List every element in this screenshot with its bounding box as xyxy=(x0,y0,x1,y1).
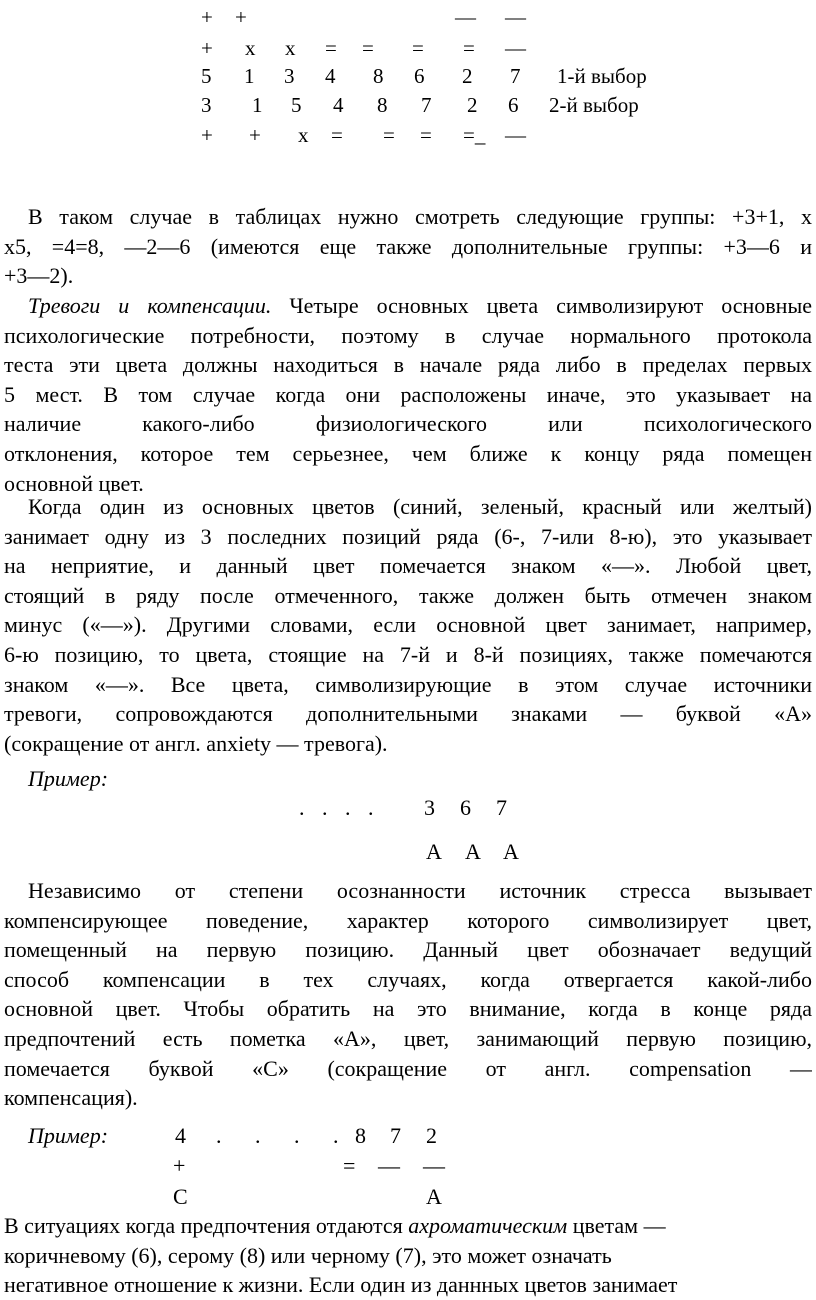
example-mark: + xyxy=(173,1153,186,1178)
table-cell: 4 xyxy=(333,93,344,117)
table-cell: = xyxy=(325,36,337,60)
row-label: 1-й выбор xyxy=(557,64,647,88)
example-label: Пример: xyxy=(28,1123,109,1148)
table-cell: — xyxy=(505,36,526,60)
text-line: В таком случае в таблицах нужно смотреть следующие группы: +3+1, х xyxy=(28,204,812,229)
example-letter: А xyxy=(426,1184,442,1209)
text-line: помечается буквой «С» (сокращение от англ. compensation — xyxy=(4,1055,812,1081)
table-cell: = xyxy=(331,123,343,147)
text-line: (сокращение от англ. anxiety — тревога). xyxy=(4,730,388,756)
paragraph-compensation xyxy=(4,876,812,1113)
table-cell: 6 xyxy=(508,93,519,117)
row-label: 2-й выбор xyxy=(549,93,639,117)
example-number: 2 xyxy=(426,1123,437,1148)
table-cell: x xyxy=(245,36,256,60)
text-line: наличие какого-либо физиологического или психологического xyxy=(4,411,812,437)
table-cell: 5 xyxy=(291,93,302,117)
example-letter: А xyxy=(465,839,481,864)
text-line: Когда один из основных цветов (синий, зеленый, красный или желтый) xyxy=(28,494,812,519)
text-line: минус («—»). Другими словами, если основной цвет занимает, например, xyxy=(4,612,812,638)
text-line: теста эти цвета должны находиться в начале ряда либо в пределах первых xyxy=(4,352,812,378)
table-cell: =_ xyxy=(463,123,486,147)
table-cell: — xyxy=(455,5,476,29)
example-number: 8 xyxy=(355,1123,366,1148)
table-cell: + xyxy=(201,123,213,147)
table-cell: = xyxy=(383,123,395,147)
text-line: основной цвет. xyxy=(4,470,144,496)
text-line: 6-ю позицию, то цвета, стоящие на 7-й и 8-й позициях, также помечаются xyxy=(4,641,812,667)
text-line: негативное отношение к жизни. Если один из даннных цветов занимает xyxy=(4,1272,678,1298)
table-cell: = xyxy=(412,36,424,60)
example-number: 4 xyxy=(175,1123,186,1148)
example-dots: . . . . xyxy=(216,1123,353,1148)
paragraph-achromatic xyxy=(4,1211,812,1300)
text-line: отклонения, которое тем серьезнее, чем ближе к концу ряда помещен xyxy=(4,440,812,466)
table-cell: + xyxy=(201,36,213,60)
table-cell: = xyxy=(463,36,475,60)
example-mark: — xyxy=(378,1153,400,1178)
text-line: знаком «—». Все цвета, символизирующие в этом случае источники xyxy=(4,671,812,697)
example-dots: . . . . xyxy=(299,795,380,820)
example-number: 6 xyxy=(460,795,471,820)
text-line: +3—2). xyxy=(4,263,74,289)
text-line: компенсирующее поведение, характер которого символизирует цвет, xyxy=(4,907,812,933)
text-line: на неприятие, и данный цвет помечается знаком «—». Любой цвет, xyxy=(4,553,812,579)
text-line: В ситуациях когда предпочтения отдаются ахроматическим цветам — xyxy=(4,1213,666,1238)
example-letter: А xyxy=(426,839,442,864)
text-line: стоящий в ряду после отмеченного, также должен быть отмечен знаком xyxy=(4,582,812,608)
text-line: компенсация). xyxy=(4,1085,138,1111)
example-number: 3 xyxy=(424,795,435,820)
paragraph-groups xyxy=(4,202,812,291)
table-cell: 3 xyxy=(201,93,212,117)
table-cell: x xyxy=(285,36,296,60)
table-cell: 5 xyxy=(201,64,212,88)
text-line: коричневому (6), серому (8) или черному (7), это может означать xyxy=(4,1242,612,1268)
table-cell: — xyxy=(505,5,526,29)
text-line: х5, =4=8, —2—6 (имеются еще также дополнительные группы: +3—6 и xyxy=(4,233,812,259)
table-cell: x xyxy=(298,123,309,147)
example-letter: А xyxy=(503,839,519,864)
emphasis: ахроматическим xyxy=(408,1213,568,1238)
paragraph-rejection xyxy=(4,492,812,758)
table-cell: 7 xyxy=(510,64,521,88)
text-line: психологические потребности, поэтому в случае нормального протокола xyxy=(4,322,812,348)
table-cell: + xyxy=(249,123,261,147)
example-number: 7 xyxy=(390,1123,401,1148)
text-line: тревоги, сопровождаются дополнительными знаками — буквой «А» xyxy=(4,701,812,727)
table-cell: = xyxy=(362,36,374,60)
text-line: Независимо от степени осознанности источник стресса вызывает xyxy=(28,878,812,903)
example-label: Пример: xyxy=(28,766,109,791)
text-line: основной цвет. Чтобы обратить на это внимание, когда в конце ряда xyxy=(4,996,812,1022)
text-line: предпочтений есть пометка «А», цвет, занимающий первую позицию, xyxy=(4,1025,812,1051)
table-cell: + xyxy=(201,5,213,29)
table-cell: 2 xyxy=(467,93,478,117)
text-line: способ компенсации в тех случаях, когда отвергается какой-либо xyxy=(4,966,812,992)
example-mark: — xyxy=(423,1153,445,1178)
table-cell: 3 xyxy=(284,64,295,88)
table-cell: 1 xyxy=(244,64,255,88)
table-cell: 4 xyxy=(325,64,336,88)
table-cell: — xyxy=(505,123,526,147)
example-letter: С xyxy=(173,1184,188,1209)
table-cell: 7 xyxy=(421,93,432,117)
text-line: помещенный на первую позицию. Данный цвет обозначает ведущий xyxy=(4,937,812,963)
text-line: Тревоги и компенсации. Четыре основных цвета символизируют основные xyxy=(28,293,812,318)
table-cell: 8 xyxy=(377,93,388,117)
paragraph-anxiety xyxy=(4,291,812,498)
section-heading: Тревоги и компенсации. xyxy=(28,293,272,318)
example-mark: = xyxy=(343,1153,356,1178)
table-cell: 1 xyxy=(252,93,263,117)
table-cell: + xyxy=(235,5,247,29)
table-cell: 8 xyxy=(373,64,384,88)
table-cell: 6 xyxy=(414,64,425,88)
table-cell: = xyxy=(420,123,432,147)
example-number: 7 xyxy=(496,795,507,820)
text-line: 5 мест. В том случае когда они расположены иначе, это указывает на xyxy=(4,381,812,407)
table-cell: 2 xyxy=(462,64,473,88)
text-line: занимает одну из 3 последних позиций ряда (6-, 7-или 8-ю), это указывает xyxy=(4,523,812,549)
